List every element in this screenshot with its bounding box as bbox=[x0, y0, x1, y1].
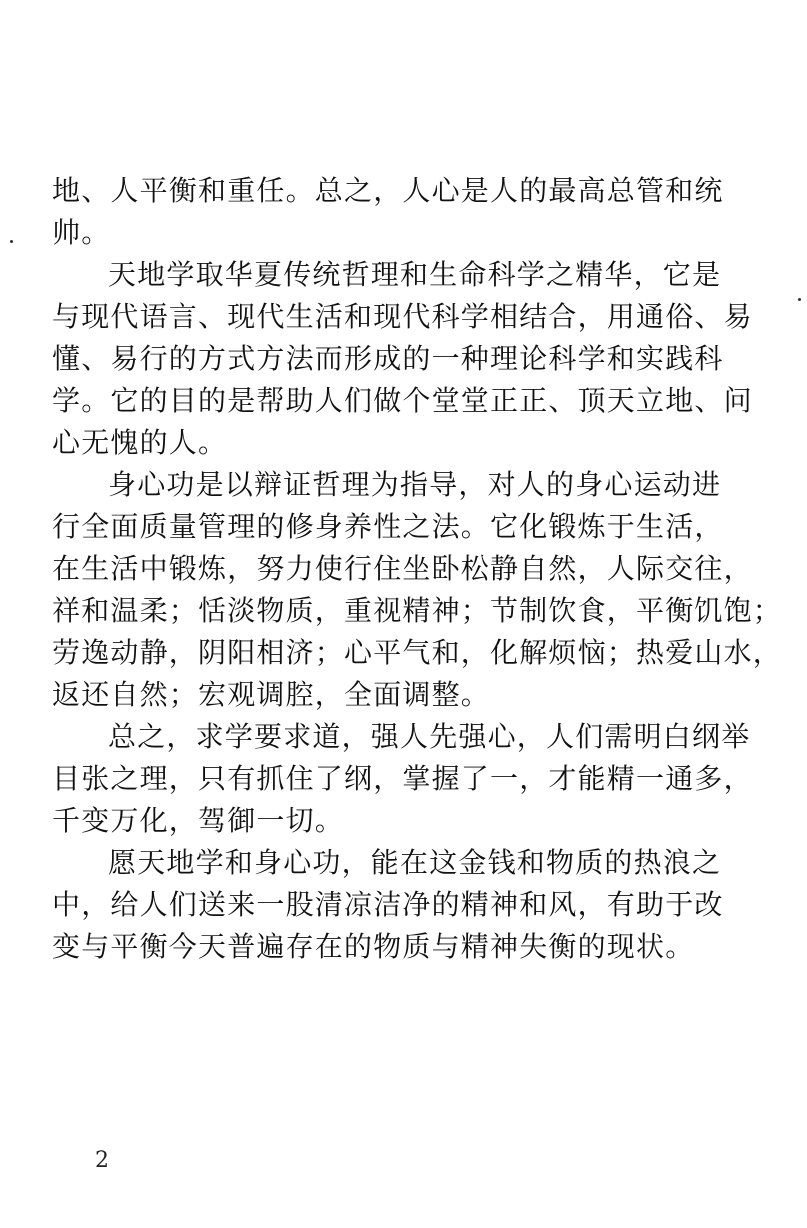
text-line: 劳逸动静，阴阳相济；心平气和，化解烦恼；热爱山水， bbox=[52, 636, 783, 669]
text-line: 行全面质量管理的修身养性之法。它化锻炼于生活， bbox=[52, 510, 724, 543]
text-line: 心无愧的人。 bbox=[52, 426, 228, 459]
text-line: 祥和温柔；恬淡物质，重视精神；节制饮食，平衡饥饱； bbox=[52, 594, 783, 627]
paragraph-start-line: 身心功是以辩证哲理为指导，对人的身心运动进 bbox=[108, 468, 722, 501]
paragraph-start-line: 总之，求学要求道，强人先强心，人们需明白纲举 bbox=[108, 720, 751, 753]
text-line: 与现代语言、现代生活和现代科学相结合，用通俗、易 bbox=[52, 300, 753, 333]
text-line: 中，给人们送来一股清凉洁净的精神和风，有助于改 bbox=[52, 888, 724, 921]
text-line: 学。它的目的是帮助人们做个堂堂正正、顶天立地、问 bbox=[52, 384, 753, 417]
text-line: 地、人平衡和重任。总之，人心是人的最高总管和统 bbox=[52, 174, 724, 207]
text-line: 千变万化，驾御一切。 bbox=[52, 804, 345, 837]
body-text bbox=[52, 170, 783, 968]
page-number: 2 bbox=[95, 1148, 109, 1173]
scan-speck bbox=[10, 240, 13, 243]
text-line: 懂、易行的方式方法而形成的一种理论科学和实践科 bbox=[52, 342, 724, 375]
paragraph-start-line: 愿天地学和身心功，能在这金钱和物质的热浪之 bbox=[108, 846, 722, 879]
text-line: 在生活中锻炼，努力使行住坐卧松静自然，人际交往， bbox=[52, 552, 753, 585]
scan-speck bbox=[798, 298, 801, 301]
paragraph-start-line: 天地学取华夏传统哲理和生命科学之精华，它是 bbox=[108, 258, 722, 291]
text-line: 返还自然；宏观调腔，全面调整。 bbox=[52, 678, 491, 711]
text-line: 目张之理，只有抓住了纲，掌握了一，才能精一通多， bbox=[52, 762, 753, 795]
text-line: 变与平衡今天普遍存在的物质与精神失衡的现状。 bbox=[52, 930, 695, 963]
text-line: 帅。 bbox=[52, 216, 111, 249]
